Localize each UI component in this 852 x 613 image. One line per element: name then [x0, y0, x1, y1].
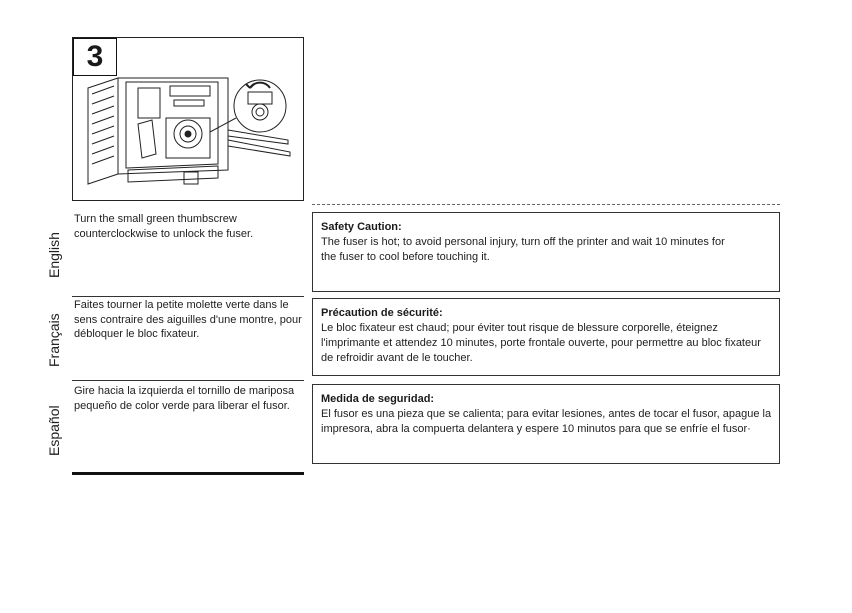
instruction-english: Turn the small green thumbscrew counterclockwise to unlock the fuser.: [74, 213, 254, 240]
top-divider: [312, 204, 780, 205]
caution-text: The fuser is hot; to avoid personal injury, turn off the printer and wait 10 minutes for the fuser to cool before touching it.: [321, 236, 725, 263]
printer-fuser-illustration-icon: [78, 74, 300, 198]
section-divider: [72, 380, 304, 381]
section-divider: [72, 296, 304, 297]
safety-caution-box-english: [312, 212, 780, 292]
caution-text: Le bloc fixateur est chaud; pour éviter tout risque de blessure corporelle, éteignez l'imprimante et attendez 10 minutes, porte frontale ouverte, pour permettre au bloc fixateur de refroidir avant de le toucher.: [321, 322, 761, 364]
safety-caution-box-espanol: [312, 384, 780, 464]
caution-title: Précaution de sécurité:: [321, 307, 443, 319]
step-number-badge: 3: [73, 38, 117, 76]
language-label-espanol: Español: [46, 405, 62, 456]
instruction-espanol: Gire hacia la izquierda el tornillo de mariposa pequeño de color verde para liberar el fusor.: [74, 385, 295, 412]
language-label-english: English: [46, 232, 62, 278]
instruction-francais: Faites tourner la petite molette verte dans le sens contraire des aiguilles d'une montre, pour débloquer le bloc fixateur.: [74, 299, 302, 340]
safety-caution-box-francais: [312, 298, 780, 376]
language-label-francais: Français: [46, 313, 62, 367]
caution-title: Medida de seguridad:: [321, 393, 435, 405]
bottom-rule: [72, 472, 304, 475]
caution-text: El fusor es una pieza que se calienta; para evitar lesiones, antes de tocar el fusor, apague la impresora, abra la compuerta delantera y espere 10 minutos para que se enfríe el fusor·: [321, 408, 772, 435]
caution-title: Safety Caution:: [321, 221, 402, 233]
